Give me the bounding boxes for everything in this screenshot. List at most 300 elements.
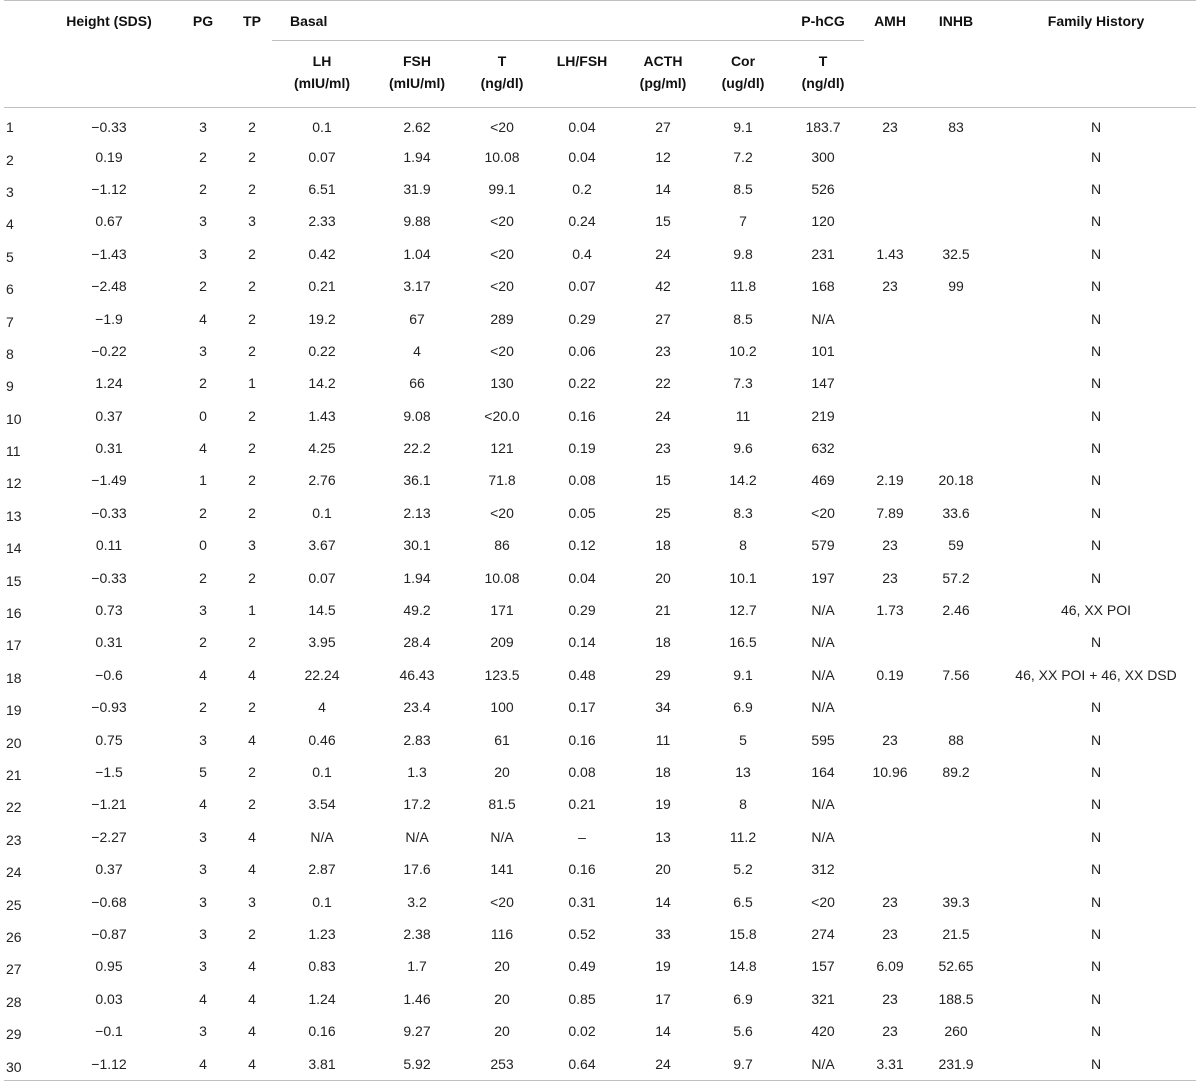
cell-acth: 15	[655, 472, 671, 489]
cell-tp: 1	[248, 602, 256, 619]
cell-lh: N/A	[310, 828, 334, 845]
cell-height: −0.1	[95, 1023, 123, 1040]
cell-cor: 5.6	[733, 1023, 753, 1040]
cell-amh: 23	[882, 119, 898, 136]
cell-height: 0.67	[95, 213, 123, 230]
cell-fsh: 28.4	[403, 634, 431, 651]
cell-fsh: 9.08	[403, 407, 431, 424]
cell-id: 22	[6, 799, 22, 816]
cell-t: 141	[490, 861, 514, 878]
cell-t: <20	[490, 119, 514, 136]
table-row	[4, 529, 1196, 561]
cell-height: −0.22	[91, 342, 127, 359]
cell-lhfsh: 0.08	[568, 472, 596, 489]
cell-t: 116	[490, 925, 514, 942]
cell-pg: 3	[199, 893, 207, 910]
cell-pg: 4	[199, 666, 207, 683]
cell-inhb: 7.56	[942, 666, 970, 683]
cell-fsh: 3.17	[403, 278, 431, 295]
cell-lh: 2.87	[308, 861, 336, 878]
cell-family-history: N	[1090, 342, 1102, 359]
cell-tp: 4	[248, 990, 256, 1007]
cell-pg: 3	[199, 828, 207, 845]
cell-tp: 2	[248, 278, 256, 295]
cell-amh	[864, 335, 916, 367]
cell-pg: 3	[199, 958, 207, 975]
cell-fsh: 1.3	[407, 764, 427, 780]
cell-family-history: N	[1090, 796, 1102, 813]
cell-phcg-t: 197	[811, 569, 835, 586]
cell-phcg-t: 469	[811, 472, 835, 489]
clinical-data-table	[4, 0, 1196, 1081]
header-inhb: INHB	[938, 13, 974, 29]
cell-lh: 1.23	[308, 925, 336, 942]
cell-lh: 0.21	[308, 278, 336, 295]
cell-id: 19	[6, 702, 22, 719]
cell-lhfsh: 0.07	[568, 278, 596, 295]
table-row	[4, 918, 1196, 950]
cell-t: 86	[494, 537, 510, 554]
cell-phcg-t: <20	[811, 893, 835, 910]
cell-family-history: N	[1090, 828, 1102, 845]
cell-family-history: N	[1090, 537, 1102, 554]
cell-lhfsh: 0.17	[568, 699, 596, 716]
cell-height: −1.9	[95, 310, 123, 327]
cell-pg: 1	[199, 472, 207, 489]
cell-cor: 6.9	[733, 699, 753, 716]
header-row-sub	[4, 41, 1196, 108]
cell-family-history: N	[1090, 213, 1102, 230]
cell-lh: 14.5	[308, 602, 336, 619]
cell-id: 28	[6, 993, 22, 1010]
cell-lh: 0.83	[308, 958, 336, 975]
cell-family-history: N	[1090, 990, 1102, 1007]
cell-fsh: 3.2	[407, 893, 427, 910]
cell-id: 26	[6, 928, 22, 945]
cell-fsh: 67	[409, 310, 425, 327]
cell-lhfsh: 0.04	[568, 569, 596, 586]
cell-id: 5	[6, 248, 14, 265]
cell-acth: 18	[655, 634, 671, 651]
cell-amh: 23	[882, 537, 898, 554]
cell-inhb: 88	[948, 731, 964, 748]
header-amh: AMH	[874, 13, 906, 29]
cell-t: 81.5	[488, 796, 516, 813]
cell-inhb: 52.65	[938, 958, 974, 975]
cell-lh: 0.1	[312, 119, 332, 136]
cell-t: <20	[490, 342, 514, 359]
cell-phcg-t: N/A	[811, 828, 835, 845]
cell-id: 10	[6, 410, 22, 427]
cell-inhb	[916, 367, 996, 399]
cell-amh: 23	[882, 731, 898, 748]
cell-tp: 4	[248, 828, 256, 845]
cell-cor: 10.1	[729, 569, 757, 586]
cell-phcg-t: 219	[811, 407, 835, 424]
cell-lhfsh: 0.04	[568, 148, 596, 165]
cell-id: 7	[6, 313, 14, 330]
table-row	[4, 335, 1196, 367]
cell-phcg-t: N/A	[782, 1047, 864, 1080]
cell-family-history: N	[1090, 958, 1102, 975]
cell-family-history: N	[1090, 119, 1102, 136]
cell-phcg-t: 164	[811, 764, 835, 780]
cell-tp: 2	[248, 796, 256, 813]
cell-amh	[864, 691, 916, 723]
cell-inhb	[916, 432, 996, 464]
cell-cor: 5.2	[733, 861, 753, 878]
cell-lhfsh: 0.22	[568, 375, 596, 392]
cell-acth: 23	[655, 342, 671, 359]
table-row	[4, 626, 1196, 658]
cell-lhfsh: 0.19	[568, 440, 596, 457]
cell-t: 100	[490, 699, 514, 716]
cell-fsh: 2.38	[403, 925, 431, 942]
cell-inhb: 83	[948, 119, 964, 136]
cell-inhb: 20.18	[938, 472, 974, 489]
cell-fsh: 49.2	[403, 602, 431, 619]
table-row	[4, 756, 1196, 788]
cell-pg: 3	[199, 213, 207, 230]
cell-id: 2	[6, 151, 14, 168]
cell-tp: 2	[248, 925, 256, 942]
table-row	[4, 594, 1196, 626]
cell-amh: 23	[882, 990, 898, 1007]
cell-family-history: N	[1090, 861, 1102, 878]
cell-fsh: 1.46	[403, 990, 431, 1007]
cell-cor: 5	[739, 731, 747, 748]
cell-pg: 5	[199, 764, 207, 780]
cell-lhfsh: 0.31	[568, 893, 596, 910]
cell-tp: 2	[248, 180, 256, 197]
cell-pg: 3	[199, 119, 207, 136]
cell-acth: 15	[655, 213, 671, 230]
cell-lh: 2.76	[308, 472, 336, 489]
cell-lhfsh: 0.4	[572, 245, 592, 262]
cell-amh	[864, 400, 916, 432]
cell-id: 4	[6, 216, 14, 233]
cell-t: N/A	[490, 828, 514, 845]
cell-id: 15	[6, 572, 22, 589]
cell-family-history: 46, XX POI + 46, XX DSD	[1015, 666, 1177, 683]
cell-id: 12	[6, 475, 22, 492]
table-row	[4, 659, 1196, 691]
cell-t: 20	[494, 764, 510, 780]
cell-inhb	[916, 140, 996, 172]
cell-pg: 2	[199, 699, 207, 716]
cell-id: 6	[6, 281, 14, 298]
cell-amh: 23	[882, 1023, 898, 1040]
cell-t: 171	[490, 602, 514, 619]
cell-height: 0.37	[95, 407, 123, 424]
header-phcg: P-hCG	[782, 1, 864, 41]
cell-lh: 3.81	[272, 1047, 372, 1080]
cell-fsh: 9.88	[403, 213, 431, 230]
cell-amh	[864, 140, 916, 172]
table-row	[4, 691, 1196, 723]
cell-tp: 2	[248, 310, 256, 327]
cell-inhb: 231.9	[916, 1047, 996, 1080]
cell-height: −2.27	[91, 828, 127, 845]
cell-cor: 14.2	[729, 472, 757, 489]
cell-phcg-t: 420	[811, 1023, 835, 1040]
cell-lh: 6.51	[308, 180, 336, 197]
cell-amh: 23	[882, 278, 898, 295]
cell-acth: 17	[655, 990, 671, 1007]
cell-lh: 0.16	[308, 1023, 336, 1040]
table-row	[4, 238, 1196, 270]
header-tp: TP	[243, 13, 261, 29]
cell-acth: 29	[655, 666, 671, 683]
cell-inhb: 59	[948, 537, 964, 554]
cell-t: 289	[490, 310, 514, 327]
table-row	[4, 983, 1196, 1015]
cell-lh: 2.33	[308, 213, 336, 230]
cell-tp: 2	[248, 148, 256, 165]
cell-acth: 21	[655, 602, 671, 619]
cell-phcg-t: N/A	[811, 634, 835, 651]
cell-amh	[864, 205, 916, 237]
cell-lh: 0.07	[308, 569, 336, 586]
cell-amh: 2.19	[876, 472, 904, 489]
cell-fsh: 23.4	[403, 699, 431, 716]
cell-fsh: 1.7	[407, 958, 427, 975]
cell-t: <20	[490, 213, 514, 230]
cell-phcg-t: 526	[811, 180, 835, 197]
cell-fsh: 1.04	[403, 245, 431, 262]
cell-lh: 4.25	[308, 440, 336, 457]
cell-t: 123.5	[484, 666, 520, 683]
cell-tp: 2	[248, 407, 256, 424]
cell-lh: 3.54	[308, 796, 336, 813]
table-row	[4, 464, 1196, 496]
cell-t: 20	[494, 1023, 510, 1040]
cell-cor: 8.5	[733, 310, 753, 327]
cell-amh	[864, 302, 916, 334]
cell-amh: 0.19	[876, 666, 904, 683]
cell-lhfsh: 0.21	[568, 796, 596, 813]
cell-lhfsh: 0.14	[568, 634, 596, 651]
cell-t: <20	[490, 245, 514, 262]
cell-t: 10.08	[484, 569, 520, 586]
cell-lhfsh: 0.06	[568, 342, 596, 359]
cell-amh	[864, 853, 916, 885]
cell-acth: 24	[655, 245, 671, 262]
cell-family-history: N	[1090, 278, 1102, 295]
cell-t: 99.1	[488, 180, 516, 197]
cell-id: 23	[6, 831, 22, 848]
cell-phcg-t: 101	[811, 342, 835, 359]
cell-id: 25	[6, 896, 22, 913]
cell-family-history: N	[1090, 699, 1102, 716]
cell-pg: 3	[199, 602, 207, 619]
cell-pg: 4	[199, 310, 207, 327]
cell-lh: 4	[318, 699, 326, 716]
cell-inhb: 33.6	[942, 504, 970, 521]
cell-lhfsh: 0.2	[572, 180, 592, 197]
cell-amh	[864, 821, 916, 853]
cell-phcg-t: <20	[811, 504, 835, 521]
cell-height: 0.75	[95, 731, 123, 748]
cell-inhb	[916, 335, 996, 367]
table-body	[4, 108, 1196, 1081]
cell-pg: 2	[199, 634, 207, 651]
cell-fsh: 31.9	[403, 180, 431, 197]
table-row	[4, 302, 1196, 334]
cell-tp: 2	[248, 764, 256, 780]
cell-fsh: 2.62	[403, 119, 431, 136]
cell-lh: 1.24	[308, 990, 336, 1007]
table-row	[4, 270, 1196, 302]
cell-pg: 0	[199, 537, 207, 554]
cell-lhfsh: 0.05	[568, 504, 596, 521]
cell-cor: 7.3	[733, 375, 753, 392]
cell-phcg-t: 300	[811, 148, 835, 165]
cell-family-history: N	[1090, 375, 1102, 392]
cell-id: 17	[6, 637, 22, 654]
cell-fsh: 17.6	[403, 861, 431, 878]
header-pg: PG	[192, 13, 214, 29]
cell-phcg-t: 595	[811, 731, 835, 748]
cell-pg: 3	[199, 731, 207, 748]
cell-amh	[864, 626, 916, 658]
cell-t: 121	[490, 440, 514, 457]
cell-inhb: 188.5	[938, 990, 974, 1007]
header-acth: ACTH (pg/ml)	[639, 53, 687, 91]
cell-id: 13	[6, 507, 22, 524]
cell-pg: 3	[199, 245, 207, 262]
cell-lhfsh: 0.29	[568, 310, 596, 327]
table-row	[4, 1015, 1196, 1047]
cell-inhb	[916, 821, 996, 853]
cell-acth: 33	[655, 925, 671, 942]
cell-fsh: 1.94	[403, 569, 431, 586]
cell-t: 209	[490, 634, 514, 651]
cell-height: −2.48	[91, 278, 127, 295]
cell-family-history: N	[1090, 634, 1102, 651]
cell-cor: 11.8	[729, 278, 757, 295]
cell-cor: 6.9	[733, 990, 753, 1007]
cell-phcg-t: 157	[811, 958, 835, 975]
cell-fsh: 4	[413, 342, 421, 359]
cell-lhfsh: 0.16	[568, 731, 596, 748]
cell-id: 24	[6, 864, 22, 881]
cell-family-history: N	[1090, 569, 1102, 586]
cell-fsh: 17.2	[403, 796, 431, 813]
cell-family-history: N	[1090, 504, 1102, 521]
cell-id: 3	[6, 183, 14, 200]
cell-id: 1	[6, 119, 14, 136]
cell-phcg-t: 168	[811, 278, 835, 295]
header-t: T (ng/dl)	[480, 53, 524, 91]
cell-t: 20	[494, 990, 510, 1007]
cell-cor: 8	[739, 796, 747, 813]
cell-acth: 14	[655, 1023, 671, 1040]
cell-pg: 2	[199, 569, 207, 586]
cell-acth: 20	[655, 569, 671, 586]
cell-acth: 18	[655, 764, 671, 780]
header-family-history: Family History	[1047, 13, 1145, 29]
cell-inhb	[916, 205, 996, 237]
cell-t: 10.08	[484, 148, 520, 165]
table-row	[4, 950, 1196, 982]
cell-id: 18	[6, 669, 22, 686]
cell-height: 0.31	[95, 634, 123, 651]
cell-lh: 19.2	[308, 310, 336, 327]
cell-height: 0.11	[95, 537, 123, 554]
cell-height: −1.12	[91, 180, 127, 197]
cell-id: 11	[6, 443, 21, 460]
table-row	[4, 140, 1196, 172]
cell-fsh: 66	[409, 375, 425, 392]
cell-cor: 8	[739, 537, 747, 554]
cell-pg: 4	[199, 990, 207, 1007]
cell-tp: 2	[248, 119, 256, 136]
cell-id: 9	[6, 378, 14, 395]
cell-inhb	[916, 626, 996, 658]
table-row	[4, 561, 1196, 593]
cell-inhb	[916, 691, 996, 723]
cell-lhfsh: 0.16	[568, 407, 596, 424]
cell-cor: 11.2	[729, 828, 757, 845]
cell-inhb	[916, 173, 996, 205]
table-row	[4, 205, 1196, 237]
header-lhfsh: LH/FSH	[556, 53, 608, 69]
cell-lhfsh: 0.04	[568, 119, 596, 136]
cell-lhfsh: 0.08	[568, 764, 596, 780]
cell-pg: 2	[199, 278, 207, 295]
cell-tp: 4	[232, 1047, 272, 1080]
cell-height: −1.12	[44, 1047, 174, 1080]
cell-acth: 27	[655, 310, 671, 327]
cell-phcg-t: 120	[811, 213, 835, 230]
cell-tp: 3	[248, 213, 256, 230]
cell-amh	[864, 788, 916, 820]
cell-amh: 23	[882, 569, 898, 586]
cell-cor: 10.2	[729, 342, 757, 359]
cell-lhfsh: 0.29	[568, 602, 596, 619]
cell-phcg-t: 183.7	[805, 119, 841, 136]
cell-acth: 24	[655, 407, 671, 424]
cell-cor: 13	[735, 764, 751, 780]
cell-tp: 4	[248, 1023, 256, 1040]
cell-lh: 3.95	[308, 634, 336, 651]
cell-amh: 1.43	[876, 245, 904, 262]
cell-amh: 1.73	[876, 602, 904, 619]
cell-phcg-t: N/A	[811, 796, 835, 813]
cell-family-history: N	[1090, 245, 1102, 262]
cell-tp: 2	[248, 440, 256, 457]
cell-height: −0.87	[91, 925, 127, 942]
cell-id: 30	[4, 1047, 44, 1080]
cell-lhfsh: 0.48	[568, 666, 596, 683]
cell-acth: 19	[655, 958, 671, 975]
table-row	[4, 367, 1196, 399]
cell-family-history: N	[1090, 148, 1102, 165]
cell-family-history: N	[1090, 925, 1102, 942]
header-phcg-t: T (ng/dl)	[801, 53, 845, 91]
cell-phcg-t: 321	[811, 990, 835, 1007]
header-fsh: FSH (mIU/ml)	[389, 53, 445, 91]
cell-t: 20	[494, 958, 510, 975]
cell-height: −1.49	[91, 472, 127, 489]
cell-family-history: N	[1090, 764, 1102, 780]
cell-inhb: 260	[944, 1023, 968, 1040]
cell-cor: 7	[739, 213, 747, 230]
cell-tp: 1	[248, 375, 256, 392]
cell-id: 20	[6, 734, 22, 751]
cell-cor: 15.8	[729, 925, 757, 942]
